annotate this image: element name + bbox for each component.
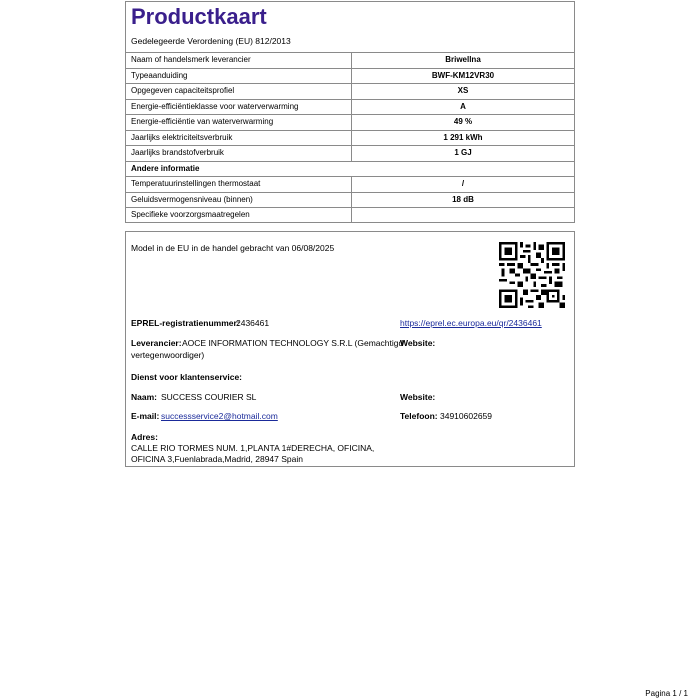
section-label: Andere informatie — [131, 163, 200, 173]
row-value: BWF-KM12VR30 — [351, 69, 574, 84]
eprel-info-card — [125, 231, 575, 467]
name-label: Naam: — [131, 392, 157, 402]
table-row — [126, 68, 574, 84]
row-value: 49 % — [351, 115, 574, 130]
table-row — [126, 176, 574, 192]
phone-label: Telefoon: — [400, 411, 438, 421]
page-title: Productkaart — [131, 4, 267, 29]
model-date-text: Model in de EU in de handel gebracht van 06/08/2025 — [131, 243, 335, 253]
eprel-number: 2436461 — [236, 318, 270, 328]
customer-service-heading: Dienst voor klantenservice: — [131, 372, 243, 382]
table-row — [126, 192, 574, 208]
row-label: Typeaanduiding — [131, 70, 188, 80]
address-label: Adres: — [131, 432, 158, 442]
row-value: A — [351, 100, 574, 115]
row-value: 18 dB — [351, 193, 574, 208]
service-website-label: Website: — [400, 392, 436, 402]
supplier-name-cont: vertegenwoordiger) — [131, 350, 205, 360]
row-label: Energie-efficiëntieklasse voor waterverwarming — [131, 101, 299, 111]
email-label: E-mail: — [131, 411, 160, 421]
product-spec-table — [126, 52, 574, 223]
email-link[interactable]: successservice2@hotmail.com — [161, 411, 278, 421]
row-value: 1 291 kWh — [351, 131, 574, 146]
eprel-label: EPREL-registratienummer: — [131, 318, 240, 328]
table-row — [126, 114, 574, 130]
phone-value: 34910602659 — [440, 411, 493, 421]
row-value: 1 GJ — [351, 146, 574, 161]
qr-code-icon[interactable] — [499, 242, 565, 308]
row-label: Geluidsvermogensniveau (binnen) — [131, 194, 253, 204]
product-card — [125, 1, 575, 223]
table-row — [126, 52, 574, 68]
table-row — [126, 130, 574, 146]
address-line-1: CALLE RIO TORMES NUM. 1,PLANTA 1#DERECHA, OFICINA, — [131, 443, 375, 453]
row-value: / — [351, 177, 574, 192]
address-line-2: OFICINA 3,Fuenlabrada,Madrid, 28947 Spain — [131, 454, 303, 464]
row-value: Briwellna — [351, 53, 574, 68]
row-label: Naam of handelsmerk leverancier — [131, 55, 251, 64]
row-label: Jaarlijks brandstofverbruik — [131, 148, 224, 157]
supplier-label: Leverancier: — [131, 338, 182, 348]
page-number: Pagina 1 / 1 — [645, 689, 688, 698]
section-header-row — [126, 161, 574, 177]
eprel-link[interactable]: https://eprel.ec.europa.eu/qr/2436461 — [400, 318, 542, 328]
row-value: XS — [351, 84, 574, 99]
table-row — [126, 99, 574, 115]
row-label: Temperatuurinstellingen thermostaat — [131, 179, 261, 188]
table-row — [126, 207, 574, 223]
supplier-name: AOCE INFORMATION TECHNOLOGY S.R.L (Gemachtigd — [182, 338, 404, 348]
supplier-website-label: Website: — [400, 338, 436, 348]
row-label: Specifieke voorzorgsmaatregelen — [131, 210, 250, 219]
name-value: SUCCESS COURIER SL — [161, 392, 257, 402]
table-row — [126, 83, 574, 99]
regulation-subtitle: Gedelegeerde Verordening (EU) 812/2013 — [131, 36, 291, 46]
row-label: Energie-efficiëntie van waterverwarming — [131, 117, 274, 126]
row-value — [351, 208, 574, 223]
table-row — [126, 145, 574, 161]
row-label: Opgegeven capaciteitsprofiel — [131, 86, 235, 95]
row-label: Jaarlijks elektriciteitsverbruik — [131, 132, 233, 142]
